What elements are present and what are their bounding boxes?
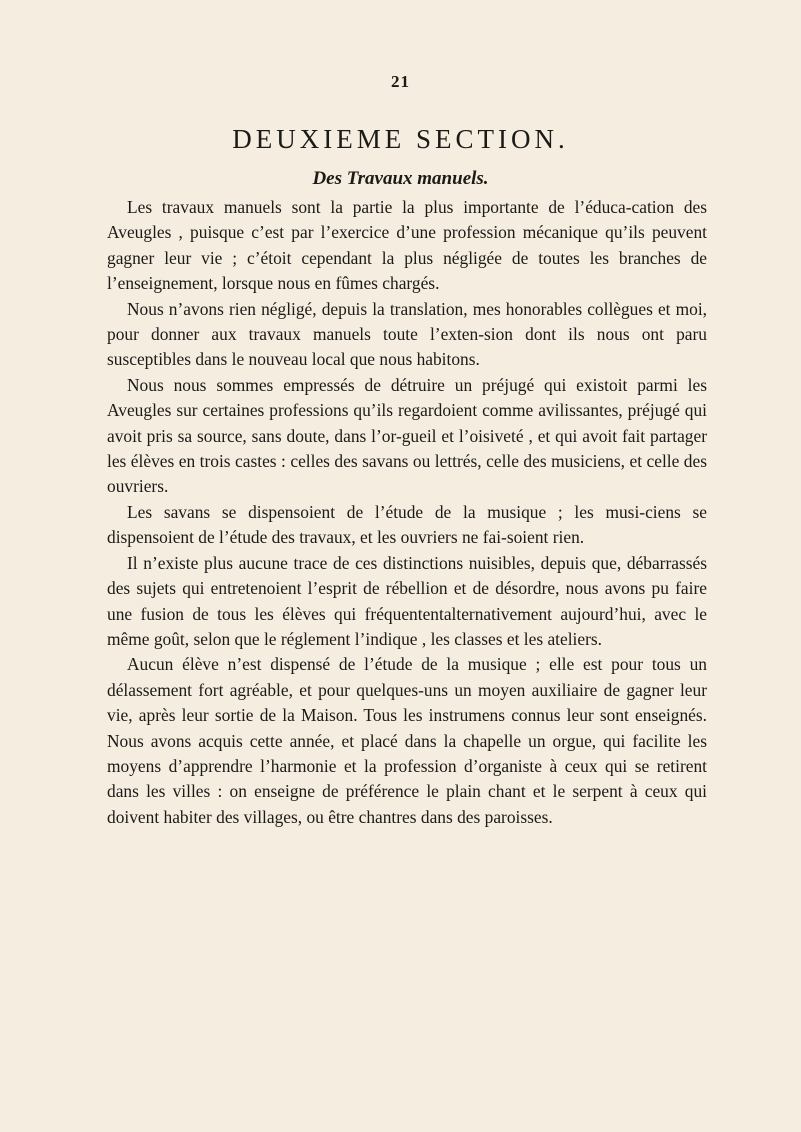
- paragraph: Les travaux manuels sont la partie la plus importante de l’éduca-cation des Aveugles , puisque c’est par l’exercice d’une profession mécanique qu’ils peuvent gagner leur vie ; c’étoit cependant la plus négligée de toutes les branches de l’enseignement, lorsque nous en fûmes chargés.: [107, 197, 707, 294]
- page-number: 21: [391, 72, 410, 91]
- paragraph: Aucun élève n’est dispensé de l’étude de la musique ; elle est pour tous un délassement fort agréable, et pour quelques-uns un moyen auxiliaire de gagner leur vie, après leur sortie de la Maison. Tous les instrumens connus leur sont enseignés. Nous avons acquis cette année, et placé dans la chapelle un orgue, qui facilite les moyens d’apprendre l’harmonie et la profession d’organiste à ceux qui se retirent dans les villes : on enseigne de préférence le plain chant et le serpent à ceux qui doivent habiter des villages, ou être chantres dans des paroisses.: [107, 654, 707, 827]
- section-title: DEUXIEME SECTION.: [232, 124, 569, 155]
- body-text: [107, 195, 707, 830]
- paragraph: Nous n’avons rien négligé, depuis la translation, mes honorables collègues et moi, pour donner aux travaux manuels toute l’exten-sion dont ils nous ont paru susceptibles dans le nouveau local que nous habitons.: [107, 298, 707, 370]
- paragraph: Nous nous sommes empressés de détruire un préjugé qui existoit parmi les Aveugles sur certaines professions qu’ils regardoient comme avilissantes, préjugé qui avoit pris sa source, sans doute, dans l’or-gueil et l’oisiveté , et qui avoit fait partager les élèves en trois castes : celles des savans ou lettrés, celle des musiciens, et celle des ouvriers.: [107, 374, 707, 497]
- section-subtitle: Des Travaux manuels.: [312, 167, 489, 189]
- paragraph: Il n’existe plus aucune trace de ces distinctions nuisibles, depuis que, débarrassés des sujets qui entretenoient l’esprit de rébellion et de désordre, nous avons pu faire une fusion de tous les élèves qui fréquententalternativement aujourd’hui, avec le même goût, selon que le réglement l’indique , les classes et les ateliers.: [107, 552, 707, 649]
- paragraph: Les savans se dispensoient de l’étude de la musique ; les musi-ciens se dispensoient de l’étude des travaux, et les ouvriers ne fai-soient rien.: [107, 501, 707, 548]
